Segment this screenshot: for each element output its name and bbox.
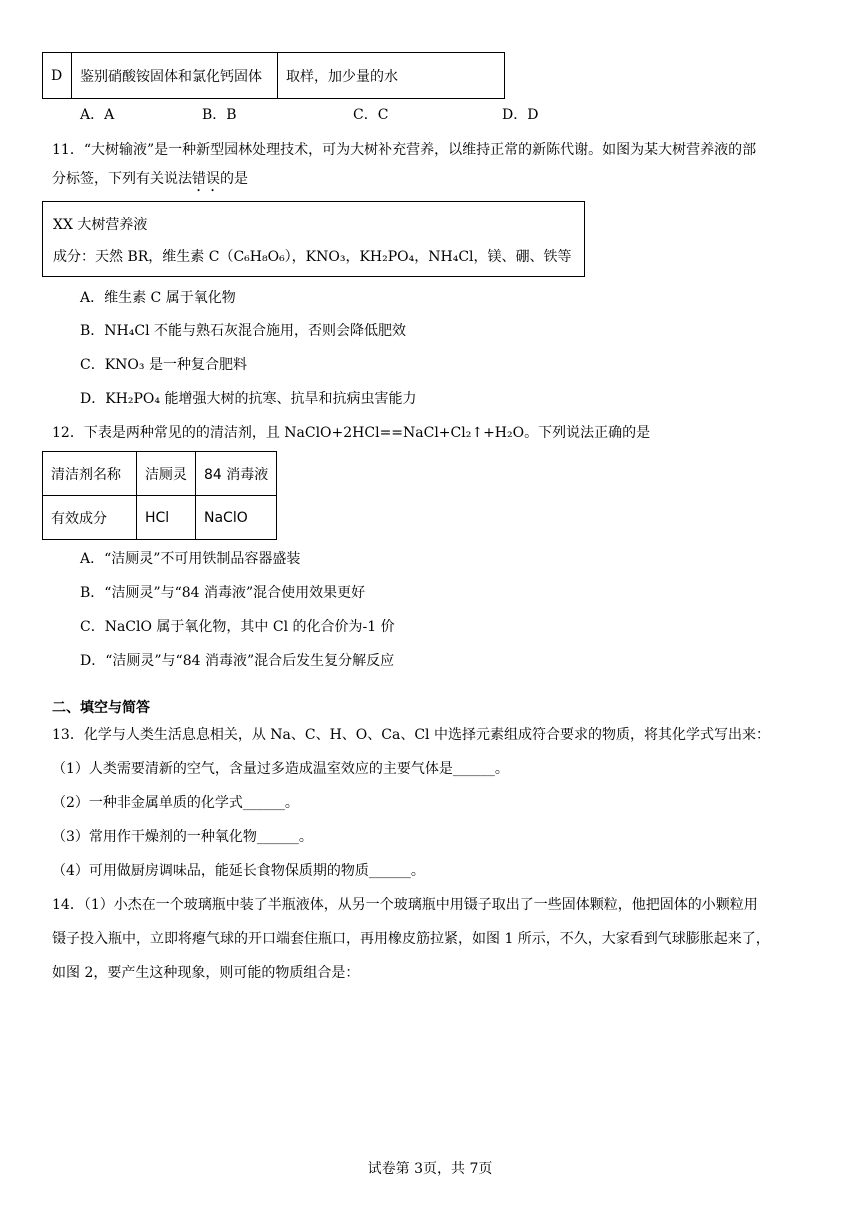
q13-item-2: （2）一种非金属单质的化学式______。 [52, 795, 299, 811]
q10-row-method: 取样，加少量的水 [278, 53, 505, 99]
q11-label-content: 成分：天然 BR，维生素 C（C₆H₈O₆），KNO₃，KH₂PO₄，NH₄Cl，镁、硼、铁等 [53, 249, 572, 265]
q11-stem-line1: 11．“大树输液”是一种新型园林处理技术，可为大树补充营养，以维持正常的新陈代谢。如图为某大树营养液的部 [52, 142, 757, 158]
q14-line3: 如图 2，要产生这种现象，则可能的物质组合是： [52, 965, 360, 981]
q13-item-1: （1）人类需要清新的空气，含量过多造成温室效应的主要气体是______。 [52, 761, 509, 777]
page-footer: 试卷第 3页，共 7页 [367, 1161, 493, 1177]
q12-option-a: A．“洁厕灵”不可用铁制品容器盛装 [80, 551, 301, 567]
q12-header-jiecelong: 洁厕灵 [137, 452, 196, 496]
q10-table [42, 52, 505, 99]
q12-header-name: 清洁剂名称 [43, 452, 137, 496]
q12-header-84: 84 消毒液 [196, 452, 277, 496]
q12-table [42, 451, 277, 540]
q11-label-box [42, 201, 585, 277]
q11-option-a: A．维生素 C 属于氧化物 [80, 290, 236, 306]
q12-option-c: C．NaClO 属于氧化物，其中 Cl 的化合价为-1 价 [80, 619, 395, 635]
section-title: 二、填空与简答 [52, 700, 150, 716]
q12-row-hcl: HCl [137, 496, 196, 540]
q11-option-c: C．KNO₃ 是一种复合肥料 [80, 357, 247, 373]
q11-option-d: D．KH₂PO₄ 能增强大树的抗寒、抗旱和抗病虫害能力 [80, 391, 417, 407]
q12-option-b: B．“洁厕灵”与“84 消毒液”混合使用效果更好 [80, 585, 366, 601]
q10-option-b: B．B [202, 107, 237, 123]
q12-option-d: D．“洁厕灵”与“84 消毒液”混合后发生复分解反应 [80, 653, 395, 669]
q13-item-4: （4）可用做厨房调味品，能延长食物保质期的物质______。 [52, 863, 425, 879]
q14-line2: 镊子投入瓶中，立即将瘪气球的开口端套住瓶口，再用橡皮筋拉紧，如图 1 所示，不久，大家看到气球膨胀起来了， [52, 931, 770, 947]
q13-stem: 13．化学与人类生活息息相关，从 Na、C、H、O、Ca、Cl 中选择元素组成符合要求的物质，将其化学式写出来： [52, 727, 770, 743]
q11-label-title: XX 大树营养液 [53, 217, 148, 233]
q12-row-naclo: NaClO [196, 496, 277, 540]
q11-stem-line2 [52, 169, 248, 195]
q12-stem: 12．下表是两种常见的的清洁剂，且 NaClO+2HCl==NaCl+Cl₂↑+H₂O。下列说法正确的是 [52, 425, 651, 441]
q14-line1: 14．（1）小杰在一个玻璃瓶中装了半瓶液体，从另一个玻璃瓶中用镊子取出了一些固体颗粒，他把固体的小颗粒用 [52, 897, 758, 913]
q11-stem-emphasis: 错误 [192, 171, 220, 187]
q10-option-d: D．D [502, 107, 539, 123]
q11-stem-line2-a: 分标签，下列有关说法 [52, 171, 192, 187]
q11-stem-line2-b: 的是 [220, 171, 248, 187]
q13-item-3: （3）常用作干燥剂的一种氧化物______。 [52, 829, 313, 845]
q11-option-b: B．NH₄Cl 不能与熟石灰混合施用，否则会降低肥效 [80, 323, 406, 339]
q10-option-a: A．A [80, 107, 115, 123]
q10-row-desc: 鉴别硝酸铵固体和氯化钙固体 [72, 53, 278, 99]
q12-row-label: 有效成分 [43, 496, 137, 540]
q10-row-key: D [43, 53, 72, 99]
q10-option-c: C．C [353, 107, 389, 123]
